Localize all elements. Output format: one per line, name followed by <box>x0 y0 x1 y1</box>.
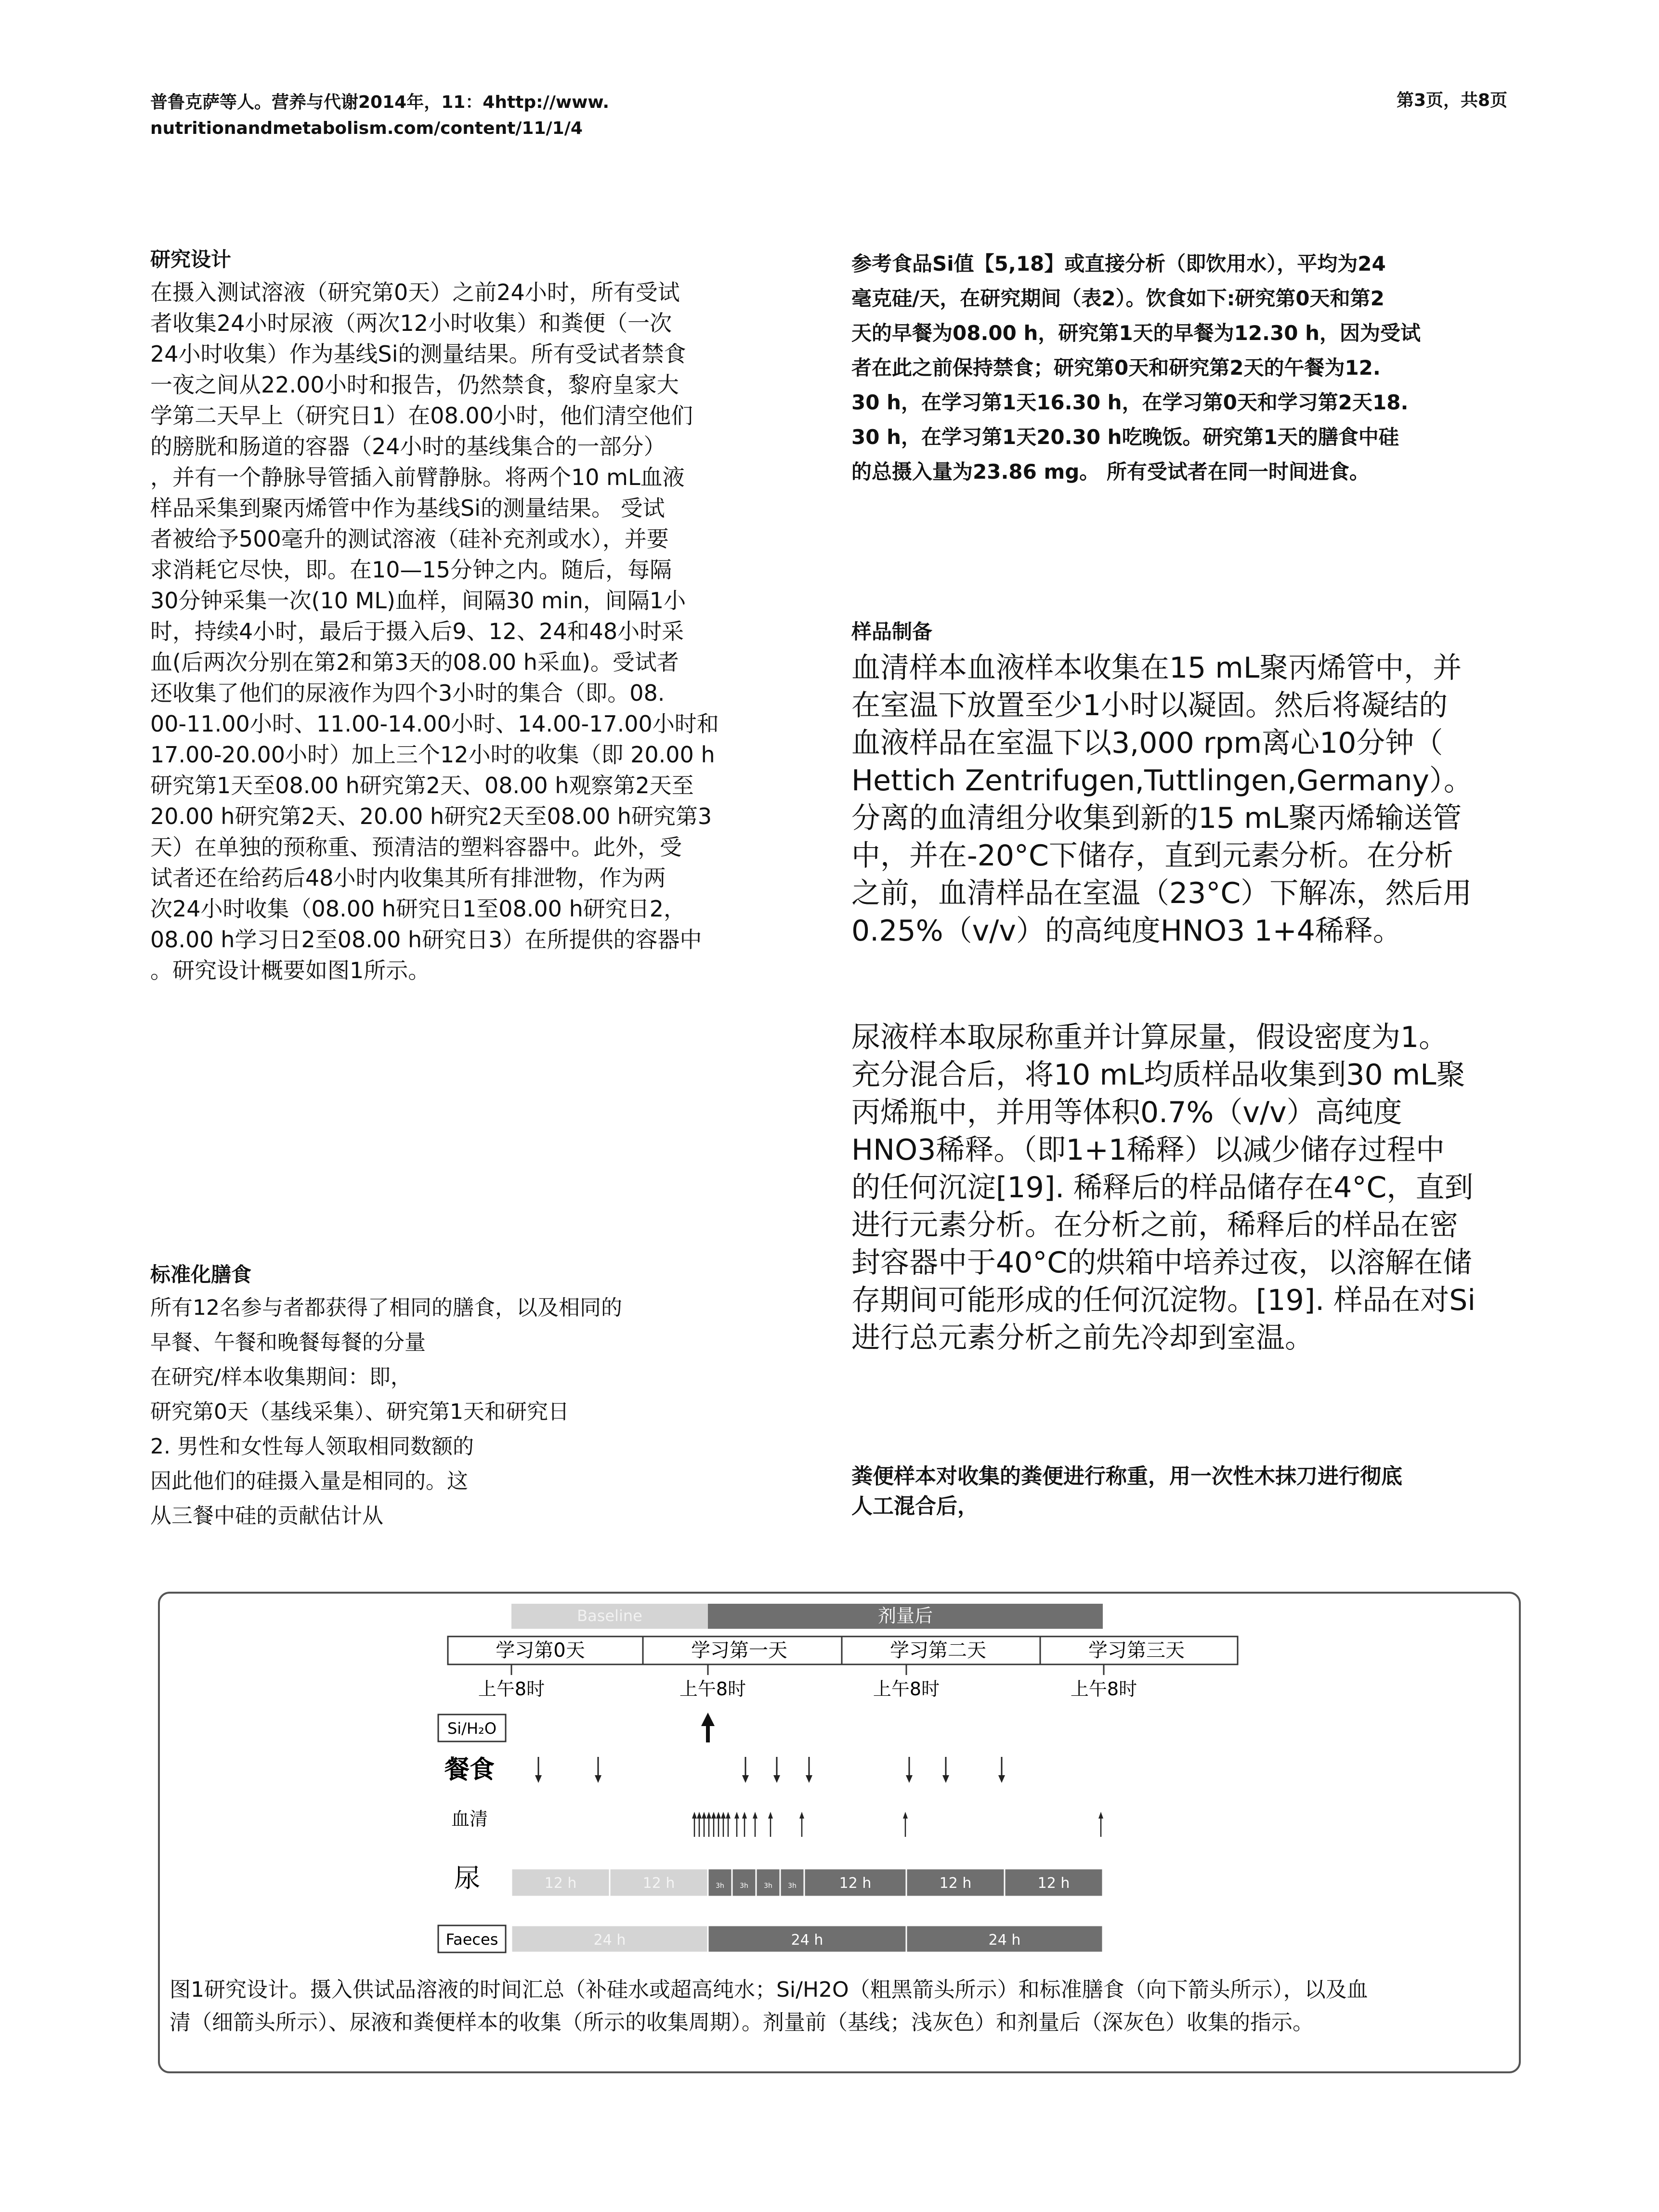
diet-line: 早餐、午餐和晚餐每餐的分量 <box>150 1330 426 1355</box>
study-design-line: ，并有一个静脉导管插入前臂静脉。将两个10 mL血液 <box>150 464 685 490</box>
day-2-label: 学习第二天 <box>890 1639 986 1662</box>
diet-line: 因此他们的硅摄入量是相同的。这 <box>150 1469 468 1493</box>
faeces-collection-bars <box>511 1925 1103 1952</box>
urine-segment-label: 12 h <box>642 1875 675 1892</box>
diet-continued-line: 的总摄入量为23.86 mg。 所有受试者在同一时间进食。 <box>851 460 1370 484</box>
serum-arrow <box>716 1812 721 1837</box>
serum-arrow <box>768 1812 773 1837</box>
study-design-line: 20.00 h研究第2天、20.00 h研究2天至08.00 h研究第3 <box>150 803 712 829</box>
serum-arrow <box>742 1812 747 1837</box>
study-design-line: 24小时收集）作为基线Si的测量结果。所有受试者禁食 <box>150 341 686 367</box>
study-design-line: 时，持续4小时，最后于摄入后9、12、24和48小时采 <box>150 618 684 644</box>
meal-arrows <box>535 1757 1005 1783</box>
study-design-line: 天）在单独的预称重、预清洁的塑料容器中。此外，受 <box>150 834 682 860</box>
study-design-heading: 研究设计 <box>150 248 232 271</box>
urine-line: 进行总元素分析之前先冷却到室温。 <box>851 1321 1314 1355</box>
study-design-line: 30分钟采集一次(10 ML)血样，间隔30 min，间隔1小 <box>150 588 686 614</box>
urine-segment-label: 3h <box>716 1882 724 1890</box>
urine-line: 的任何沉淀[19]. 稀释后的样品储存在4°C，直到 <box>851 1171 1474 1204</box>
study-design-line: 样品采集到聚丙烯管中作为基线Si的测量结果。 受试 <box>150 495 665 521</box>
meal-arrow <box>742 1757 749 1783</box>
serum-arrow <box>702 1812 706 1837</box>
figure-caption <box>170 1974 1508 2039</box>
si-dose-arrow <box>701 1713 715 1742</box>
urine-line: 尿液样本取尿称重并计算尿量，假设密度为1。 <box>851 1021 1448 1054</box>
diet-continued-line: 参考食品Si值【5,18】或直接分析（即饮用水），平均为24 <box>851 252 1386 275</box>
urine-segment-label: 12 h <box>939 1875 972 1892</box>
serum-arrow <box>734 1812 739 1837</box>
faeces-line: 粪便样本对收集的粪便进行称重，用一次性木抹刀进行彻底 <box>851 1464 1402 1489</box>
meal-arrow <box>906 1757 913 1783</box>
urine-line: 封容器中于40°C的烘箱中培养过夜，以溶解在储 <box>851 1246 1472 1280</box>
sample-prep-heading: 样品制备 <box>851 620 933 643</box>
serum-arrow <box>721 1812 726 1837</box>
meal-arrow <box>942 1757 949 1783</box>
diet-line: 所有12名参与者都获得了相同的膳食，以及相同的 <box>150 1296 622 1320</box>
study-design-line: 还收集了他们的尿液作为四个3小时的集合（即。08. <box>150 680 665 706</box>
study-design-line: 。研究设计概要如图1所示。 <box>150 957 431 983</box>
serum-line: 之前，血清样品在室温（23°C）下解冻，然后用 <box>851 877 1472 910</box>
serum-label: 血清 <box>451 1808 488 1830</box>
day-3-label: 学习第三天 <box>1088 1639 1185 1662</box>
serum-arrows <box>692 1812 1103 1837</box>
faeces-label: Faeces <box>445 1930 498 1949</box>
meal-arrow <box>773 1757 780 1783</box>
study-design-line: 00-11.00小时、11.00-14.00小时、14.00-17.00小时和 <box>150 711 719 737</box>
study-design-line: 08.00 h学习日2至08.00 h研究日3）在所提供的容器中 <box>150 927 702 953</box>
meal-arrow <box>806 1757 812 1783</box>
page-number: 第3页，共8页 <box>1397 91 1508 110</box>
urine-collection-bars <box>511 1869 1103 1897</box>
study-design-line: 在摄入测试溶液（研究第0天）之前24小时，所有受试 <box>150 279 680 305</box>
urine-segment-label: 3h <box>788 1882 797 1890</box>
serum-arrow <box>903 1812 908 1837</box>
diet-continued-line: 30 h，在学习第1天16.30 h，在学习第0天和学习第2天18. <box>851 391 1409 414</box>
faeces-segment-label: 24 h <box>593 1932 626 1949</box>
day-1-label: 学习第一天 <box>691 1639 787 1662</box>
time-label-0: 上午8时 <box>478 1678 545 1700</box>
serum-arrow <box>726 1812 731 1837</box>
urine-segment-label: 3h <box>740 1882 748 1890</box>
urine-segment-label: 12 h <box>544 1875 577 1892</box>
diet-heading: 标准化膳食 <box>150 1263 252 1286</box>
citation-line-1: 普鲁克萨等人。营养与代谢2014年，11：4http://www. <box>150 92 609 112</box>
serum-line: 在室温下放置至少1小时以凝固。然后将凝结的 <box>851 689 1448 722</box>
si-label: Si/H₂O <box>447 1719 497 1738</box>
diet-line: 在研究/样本收集期间：即， <box>150 1365 412 1389</box>
time-label-2: 上午8时 <box>873 1678 940 1700</box>
urine-segment-label: 12 h <box>1037 1875 1070 1892</box>
urine-line: 丙烯瓶中，并用等体积0.7%（v/v）高纯度 <box>851 1096 1402 1129</box>
study-design-line: 者收集24小时尿液（两次12小时收集）和粪便（一次 <box>150 310 672 336</box>
serum-line: 0.25%（v/v）的高纯度HNO3 1+4稀释。 <box>851 914 1402 948</box>
meal-arrow <box>998 1757 1005 1783</box>
urine-segment-label: 12 h <box>839 1875 872 1892</box>
serum-line: Hettich Zentrifugen,Tuttlingen,Germany）。 <box>851 764 1473 798</box>
study-design-line: 17.00-20.00小时）加上三个12小时的收集（即 20.00 h <box>150 742 715 768</box>
study-design-line: 研究第1天至08.00 h研究第2天、08.00 h观察第2天至 <box>150 772 694 798</box>
serum-arrow <box>799 1812 804 1837</box>
caption-line-1: 图1研究设计。摄入供试品溶液的时间汇总（补硅水或超高纯水；Si/H2O（粗黑箭头所示）和标准膳食（向下箭头所示），以及血 <box>170 1977 1368 2002</box>
faeces-line: 人工混合后， <box>851 1494 979 1518</box>
urine-line: 充分混合后，将10 mL均质样品收集到30 mL聚 <box>851 1058 1465 1092</box>
serum-arrow <box>1098 1812 1103 1837</box>
diet-line: 2. 男性和女性每人领取相同数额的 <box>150 1434 474 1459</box>
post-dose-label: 剂量后 <box>877 1605 933 1626</box>
serum-line: 中，并在-20°C下储存，直到元素分析。在分析 <box>851 839 1453 873</box>
serum-line: 血液样品在室温下以3,000 rpm离心10分钟（ <box>851 726 1443 760</box>
time-label-1: 上午8时 <box>679 1678 746 1700</box>
study-design-line: 血(后两次分别在第2和第3天的08.00 h采血)。受试者 <box>150 649 679 675</box>
citation-line-2: nutritionandmetabolism.com/content/11/1/4 <box>150 118 583 138</box>
urine-line: HNO3稀释。（即1+1稀释）以减少储存过程中 <box>851 1133 1445 1167</box>
serum-arrow <box>753 1812 758 1837</box>
day-0-label: 学习第0天 <box>496 1639 585 1662</box>
meal-arrow <box>595 1757 601 1783</box>
faeces-segment-label: 24 h <box>988 1932 1021 1949</box>
diet-continued-line: 者在此之前保持禁食；研究第0天和研究第2天的午餐为12. <box>851 356 1381 380</box>
diet-line: 研究第0天（基线采集）、研究第1天和研究日 <box>150 1400 569 1424</box>
study-design-line: 一夜之间从22.00小时和报告，仍然禁食，黎府皇家大 <box>150 372 679 398</box>
caption-line-2: 清（细箭头所示）、尿液和粪便样本的收集（所示的收集周期）。剂量前（基线；浅灰色）和剂量后（深灰色）收集的指示。 <box>170 2010 1314 2035</box>
meal-arrow <box>535 1757 542 1783</box>
serum-line: 分离的血清组分收集到新的15 mL聚丙烯输送管 <box>851 801 1462 835</box>
urine-label: 尿 <box>454 1863 480 1893</box>
urine-line: 存期间可能形成的任何沉淀物。[19]. 样品在对Si <box>851 1283 1476 1317</box>
baseline-label: Baseline <box>577 1607 642 1625</box>
meal-label: 餐食 <box>444 1755 495 1784</box>
study-design-line: 次24小时收集（08.00 h研究日1至08.00 h研究日2， <box>150 896 686 922</box>
serum-arrow <box>706 1812 711 1837</box>
diet-continued-line: 天的早餐为08.00 h，研究第1天的早餐为12.30 h，因为受试 <box>851 321 1421 345</box>
serum-arrow <box>711 1812 716 1837</box>
study-design-line: 学第二天早上（研究日1）在08.00小时，他们清空他们 <box>150 403 693 429</box>
study-design-line: 者被给予500毫升的测试溶液（硅补充剂或水），并要 <box>150 526 669 552</box>
diet-line: 从三餐中硅的贡献估计从 <box>150 1504 383 1528</box>
study-design-line: 试者还在给药后48小时内收集其所有排泄物，作为两 <box>150 865 666 891</box>
serum-line: 血清样本血液样本收集在15 mL聚丙烯管中，并 <box>851 651 1462 685</box>
diet-continued-line: 30 h，在学习第1天20.30 h吃晚饭。研究第1天的膳食中硅 <box>851 425 1399 449</box>
faeces-segment-label: 24 h <box>791 1932 823 1949</box>
time-label-3: 上午8时 <box>1070 1678 1137 1700</box>
diet-continued-line: 毫克硅/天，在研究期间（表2）。饮食如下:研究第0天和第2 <box>851 287 1385 310</box>
study-design-line: 的膀胱和肠道的容器（24小时的基线集合的一部分） <box>150 433 666 459</box>
urine-line: 进行元素分析。在分析之前，稀释后的样品在密 <box>851 1208 1458 1242</box>
serum-arrow <box>697 1812 702 1837</box>
urine-segment-label: 3h <box>764 1882 772 1890</box>
serum-arrow <box>692 1812 697 1837</box>
study-design-line: 求消耗它尽快，即。在10—15分钟之内。随后，每隔 <box>150 557 672 583</box>
